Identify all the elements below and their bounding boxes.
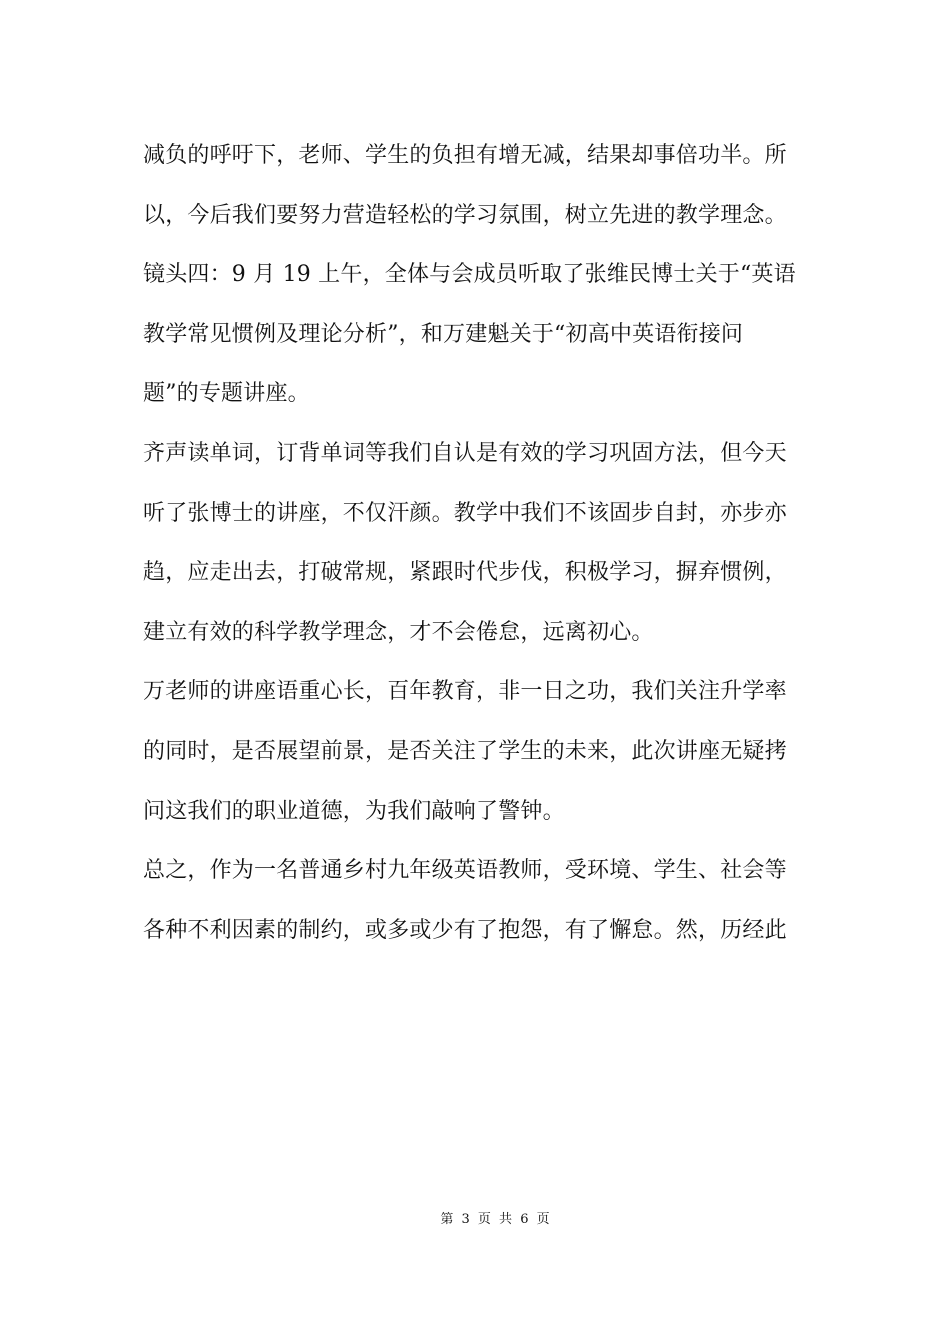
text-line: 齐声读单词，订背单词等我们自认是有效的学习巩固方法，但今天 bbox=[143, 440, 787, 466]
text-line: 以，今后我们要努力营造轻松的学习氛围，树立先进的教学理念。 bbox=[143, 202, 787, 228]
text-line: 建立有效的科学教学理念，才不会倦怠，远离初心。 bbox=[143, 619, 654, 645]
text-line: 总之，作为一名普通乡村九年级英语教师，受环境、学生、社会等 bbox=[143, 858, 787, 884]
text-line: 教学常见惯例及理论分析”，和万建魁关于“初高中英语衔接问 bbox=[143, 321, 744, 347]
text-line: 的同时，是否展望前景，是否关注了学生的未来，此次讲座无疑拷 bbox=[143, 738, 787, 764]
text-line: 听了张博士的讲座，不仅汗颜。教学中我们不该固步自封，亦步亦 bbox=[143, 500, 787, 526]
document-body bbox=[143, 126, 815, 960]
text-line: 各种不利因素的制约，或多或少有了抱怨，有了懈怠。然，历经此 bbox=[143, 917, 787, 943]
text-line: 问这我们的职业道德，为我们敲响了警钟。 bbox=[143, 798, 565, 824]
text-line: 趋，应走出去，打破常规，紧跟时代步伐，积极学习，摒弃惯例， bbox=[143, 560, 787, 586]
text-line: 题”的专题讲座。 bbox=[143, 381, 310, 407]
text-line: 万老师的讲座语重心长，百年教育，非一日之功，我们关注升学率 bbox=[143, 679, 787, 705]
page-number-footer: 第 3 页 共 6 页 bbox=[440, 1212, 550, 1227]
text-line: 镜头四：9 月 19 上午，全体与会成员听取了张维民博士关于“英语 bbox=[143, 262, 796, 288]
text-line: 减负的呼吁下，老师、学生的负担有增无减，结果却事倍功半。所 bbox=[143, 143, 787, 168]
